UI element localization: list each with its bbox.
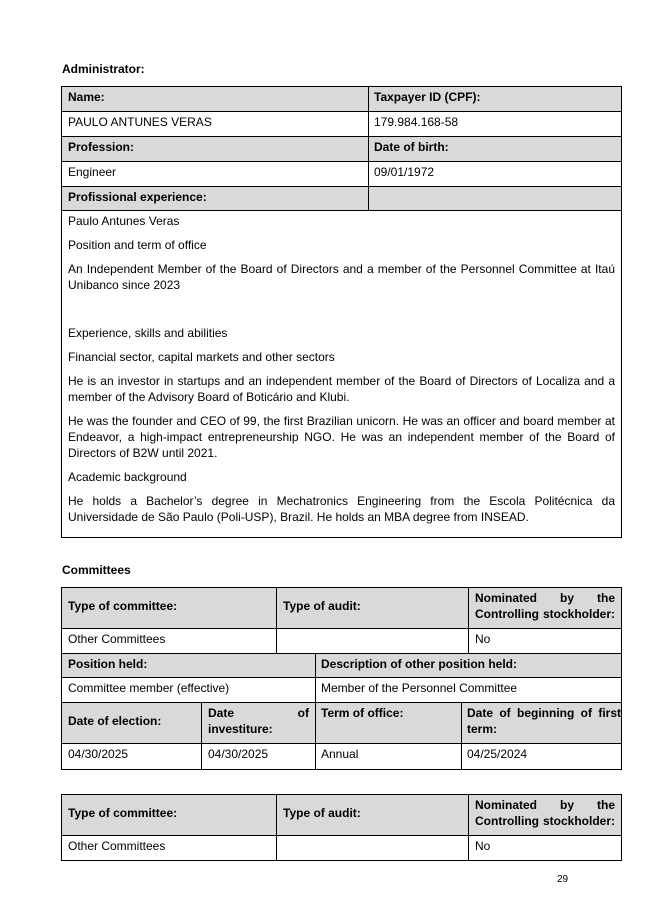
committee-table-2 bbox=[61, 794, 622, 861]
committees-heading: Committees bbox=[62, 563, 131, 577]
date-of-election-label: Date of election: bbox=[62, 703, 202, 744]
experience-paragraph: Academic background bbox=[68, 470, 187, 484]
date-of-election-value: 04/30/2025 bbox=[68, 747, 129, 761]
experience-paragraph: He holds a Bachelor’s degree in Mechatronics Engineering from the Escola Politécnica da Universidade de São Paulo (Poli-USP), Brazil. He holds an MBA degree from INSEAD. bbox=[68, 494, 615, 524]
type-of-audit-value bbox=[277, 629, 469, 654]
experience-paragraph: Position and term of office bbox=[68, 238, 207, 252]
experience-text bbox=[62, 211, 621, 533]
type-of-audit-value bbox=[277, 836, 469, 861]
type-of-committee-label: Type of committee: bbox=[62, 795, 277, 836]
administrator-heading: Administrator: bbox=[62, 62, 145, 76]
experience-label: Profissional experience: bbox=[62, 187, 621, 211]
date-of-investiture-label: Date of investiture: bbox=[202, 703, 315, 744]
type-of-committee-label: Type of committee: bbox=[62, 588, 277, 629]
term-of-office-label: Term of office: bbox=[315, 703, 461, 744]
nominated-label: Nominated by the Controlling stockholder: bbox=[469, 588, 621, 629]
experience-paragraph: Financial sector, capital markets and other sectors bbox=[68, 350, 335, 364]
description-value: Member of the Personnel Committee bbox=[321, 681, 518, 695]
date-of-beginning-value: 04/25/2024 bbox=[467, 747, 528, 761]
position-held-value: Committee member (effective) bbox=[68, 681, 230, 695]
nominated-value: No bbox=[475, 839, 491, 853]
date-of-beginning-label: Date of beginning of first term: bbox=[461, 703, 621, 744]
name-value: PAULO ANTUNES VERAS bbox=[68, 115, 212, 129]
profession-label: Profession: bbox=[62, 137, 368, 162]
name-label: Name: bbox=[62, 87, 368, 112]
experience-paragraph: He was the founder and CEO of 99, the first Brazilian unicorn. He was an officer and board member at Endeavor, a high-impact entrepreneurship NGO. He was an independent member of the Board of Directors of B2W until 2021. bbox=[68, 414, 615, 460]
type-of-audit-label: Type of audit: bbox=[277, 588, 469, 629]
position-held-label: Position held: bbox=[62, 654, 315, 678]
cpf-value: 179.984.168-58 bbox=[374, 115, 459, 129]
date-of-investiture-value: 04/30/2025 bbox=[208, 747, 269, 761]
nominated-value: No bbox=[475, 632, 491, 646]
experience-paragraph: An Independent Member of the Board of Directors and a member of the Personnel Committee at Itaú Unibanco since 2023 bbox=[68, 262, 615, 292]
type-of-committee-value: Other Committees bbox=[68, 632, 166, 646]
type-of-audit-label: Type of audit: bbox=[277, 795, 469, 836]
cpf-label: Taxpayer ID (CPF): bbox=[368, 87, 621, 112]
dob-value: 09/01/1972 bbox=[374, 165, 435, 179]
nominated-label: Nominated by the Controlling stockholder: bbox=[469, 795, 621, 836]
page-number: 29 bbox=[557, 874, 569, 885]
administrator-table bbox=[61, 86, 622, 538]
experience-paragraph: Paulo Antunes Veras bbox=[68, 214, 180, 228]
profession-value: Engineer bbox=[68, 165, 117, 179]
type-of-committee-value: Other Committees bbox=[68, 839, 166, 853]
dob-label: Date of birth: bbox=[368, 137, 621, 162]
experience-paragraph bbox=[68, 301, 615, 317]
experience-paragraph: Experience, skills and abilities bbox=[68, 326, 228, 340]
description-label: Description of other position held: bbox=[315, 654, 621, 678]
committee-table-1 bbox=[61, 587, 622, 770]
term-of-office-value: Annual bbox=[321, 747, 359, 761]
experience-paragraph: He is an investor in startups and an independent member of the Board of Directors of Localiza and a member of the Advisory Board of Boticário and Klubi. bbox=[68, 374, 615, 404]
